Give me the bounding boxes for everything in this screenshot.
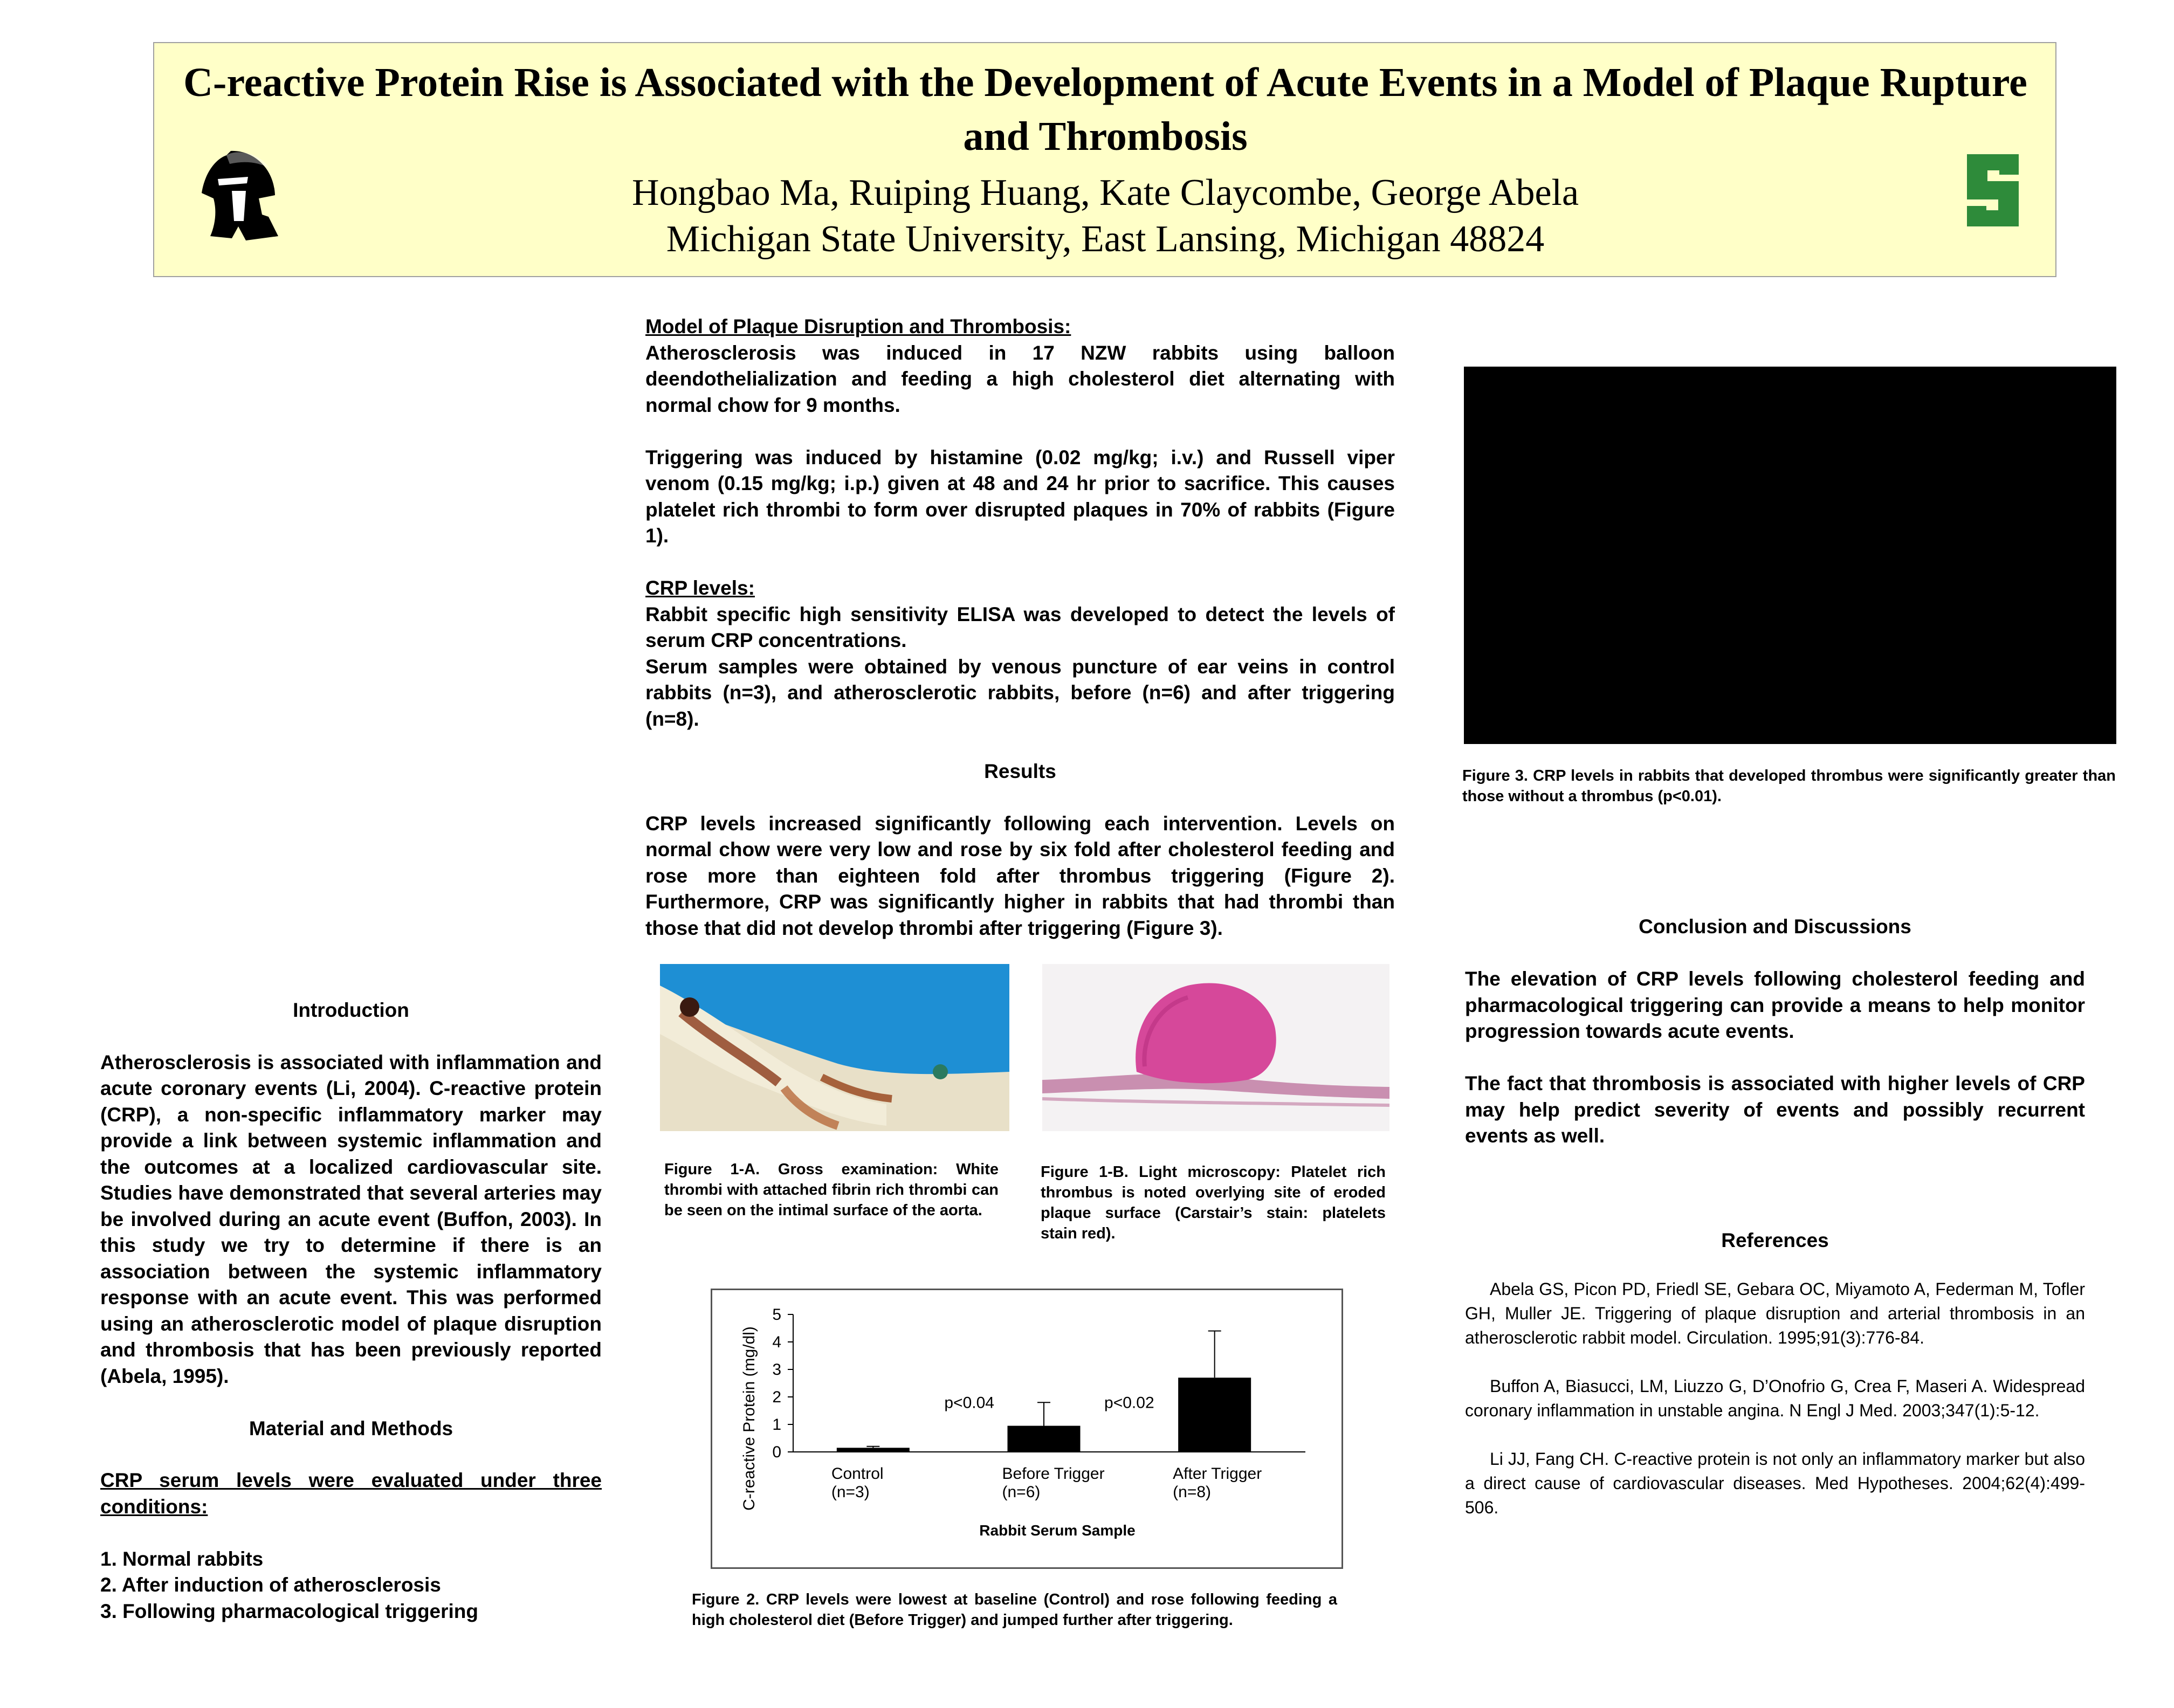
methods-item: 3. Following pharmacological triggering <box>100 1600 479 1622</box>
chart-y-tick-label: 1 <box>772 1416 781 1434</box>
chart-category-label: After Trigger <box>1173 1465 1262 1483</box>
figure-2-chart-frame <box>711 1289 1343 1569</box>
chart-bar <box>837 1448 910 1452</box>
affiliation-line: Michigan State University, East Lansing, Michigan 48824 <box>666 218 1545 260</box>
model-paragraph: Triggering was induced by histamine (0.02 mg/kg; i.v.) and Russell viper venom (0.15 mg/kg; i.p.) given at 48 and 24 hr prior to sacrifice. This causes platelet rich thrombi to form over disrupted plaques in 70% of rabbits (Figure 1). <box>645 446 1395 547</box>
model-heading: Model of Plaque Disruption and Thrombosis: <box>645 315 1071 338</box>
introduction-heading: Introduction <box>293 999 409 1021</box>
figure-2-caption: Figure 2. CRP levels were lowest at baseline (Control) and rose following feeding a high cholesterol diet (Before Trigger) and jumped further after triggering. <box>692 1591 1337 1629</box>
chart-y-tick-label: 2 <box>772 1388 781 1406</box>
references-heading: References <box>1721 1229 1829 1251</box>
figure-1a-image <box>660 964 1009 1131</box>
results-heading: Results <box>984 760 1056 782</box>
results-body: CRP levels increased significantly following each intervention. Levels on normal chow were very low and rose by six fold after cholesterol feeding and rose more than eighteen fold after thrombus triggering (Figure 2). Furthermore, CRP was significantly higher in rabbits that had thrombi than those that did not develop thrombi after triggering (Figure 3). <box>645 812 1395 939</box>
chart-category-sublabel: (n=6) <box>1002 1483 1041 1501</box>
reference-item: Buffon A, Biasucci, LM, Liuzzo G, D’Onofrio G, Crea F, Maseri A. Widespread coronary inflammation in unstable angina. N Engl J Med. 2003;347(1):5-12. <box>1465 1376 2085 1420</box>
middle-column <box>645 314 1395 941</box>
reference-item: Li JJ, Fang CH. C-reactive protein is not only an inflammatory marker but also a direct cause of cardiovascular diseases. Med Hypotheses. 2004;62(4):499-506. <box>1465 1449 2085 1517</box>
right-column <box>1465 914 2085 1149</box>
conclusion-heading: Conclusion and Discussions <box>1639 915 1911 938</box>
methods-item: 2. After induction of atherosclerosis <box>100 1574 441 1596</box>
crp-paragraph: Rabbit specific high sensitivity ELISA was developed to detect the levels of serum CRP concentrations. <box>645 603 1395 651</box>
authors-block <box>178 170 2033 263</box>
methods-item: 1. Normal rabbits <box>100 1547 264 1570</box>
chart-category-label: Before Trigger <box>1002 1465 1105 1483</box>
conclusion-paragraph: The fact that thrombosis is associated with higher levels of CRP may help predict severity of events and possibly recurrent events as well. <box>1465 1072 2085 1147</box>
chart-y-tick-label: 3 <box>772 1361 781 1379</box>
chart-x-axis-label: Rabbit Serum Sample <box>979 1522 1136 1539</box>
figure-1b-image <box>1042 964 1389 1131</box>
crp-heading: CRP levels: <box>645 577 755 599</box>
chart-y-axis-label: C-reactive Protein (mg/dl) <box>740 1326 758 1511</box>
left-column <box>100 997 602 1624</box>
references-section <box>1465 1228 2085 1520</box>
spartan-helmet-icon <box>194 146 280 243</box>
chart-y-tick-label: 0 <box>772 1443 781 1461</box>
figure-1a-caption: Figure 1-A. Gross examination: White thrombi with attached fibrin rich thrombi can be seen on the intimal surface of the aorta. <box>664 1161 999 1219</box>
poster-title: C-reactive Protein Rise is Associated with the Development of Acute Events in a Model of Plaque Rupture and Thrombosis <box>183 60 2027 159</box>
chart-annotation: p<0.04 <box>944 1394 994 1412</box>
methods-heading: Material and Methods <box>249 1417 453 1440</box>
crp-paragraph: Serum samples were obtained by venous puncture of ear veins in control rabbits (n=3), and atherosclerotic rabbits, before (n=6) and after triggering (n=8). <box>645 655 1395 730</box>
chart-category-label: Control <box>831 1465 884 1483</box>
conclusion-paragraph: The elevation of CRP levels following cholesterol feeding and pharmacological triggering can provide a means to help monitor progression towards acute events. <box>1465 968 2085 1042</box>
chart-bar <box>1008 1426 1081 1452</box>
reference-item: Abela GS, Picon PD, Friedl SE, Gebara OC, Miyamoto A, Federman M, Tofler GH, Muller JE. Triggering of plaque disruption and arterial thrombosis in an atherosclerotic rabbit model. Circulation. 1995;91(3):776-84. <box>1465 1279 2085 1347</box>
block-s-icon <box>1960 148 2025 233</box>
chart-annotation: p<0.02 <box>1104 1394 1154 1412</box>
model-paragraph: Atherosclerosis was induced in 17 NZW rabbits using balloon deendothelialization and feeding a high cholesterol diet alternating with normal chow for 9 months. <box>645 341 1395 416</box>
authors-line: Hongbao Ma, Ruiping Huang, Kate Claycombe, George Abela <box>631 172 1579 214</box>
methods-subheading: CRP serum levels were evaluated under three conditions: <box>100 1469 602 1518</box>
figure-3-caption: Figure 3. CRP levels in rabbits that developed thrombus were significantly greater than those without a thrombus (p<0.01). <box>1462 767 2116 805</box>
chart-y-tick-label: 5 <box>772 1306 781 1324</box>
chart-category-sublabel: (n=8) <box>1173 1483 1212 1501</box>
chart-bar <box>1178 1378 1251 1452</box>
crp-bar-chart <box>712 1290 1341 1567</box>
figure-1b-caption: Figure 1-B. Light microscopy: Platelet rich thrombus is noted overlying site of eroded plaque surface (Carstair’s stain: platelets stain red). <box>1041 1163 1386 1242</box>
chart-y-tick-label: 4 <box>772 1333 781 1351</box>
introduction-body: Atherosclerosis is associated with inflammation and acute coronary events (Li, 2004). C-reactive protein (CRP), a non-specific inflammatory marker may provide a link between systemic inflammation and the outcomes at a localized cardiovascular site. Studies have demonstrated that several arteries may be involved during an acute event (Buffon, 2003). In this study we try to determine if there is an association between the systemic inflammatory response with an acute event. This was performed using an atherosclerotic model of plaque disruption and thrombosis that has been previously reported (Abela, 1995). <box>100 1051 602 1387</box>
chart-category-sublabel: (n=3) <box>831 1483 870 1501</box>
figure-3-media-placeholder <box>1464 367 2116 744</box>
